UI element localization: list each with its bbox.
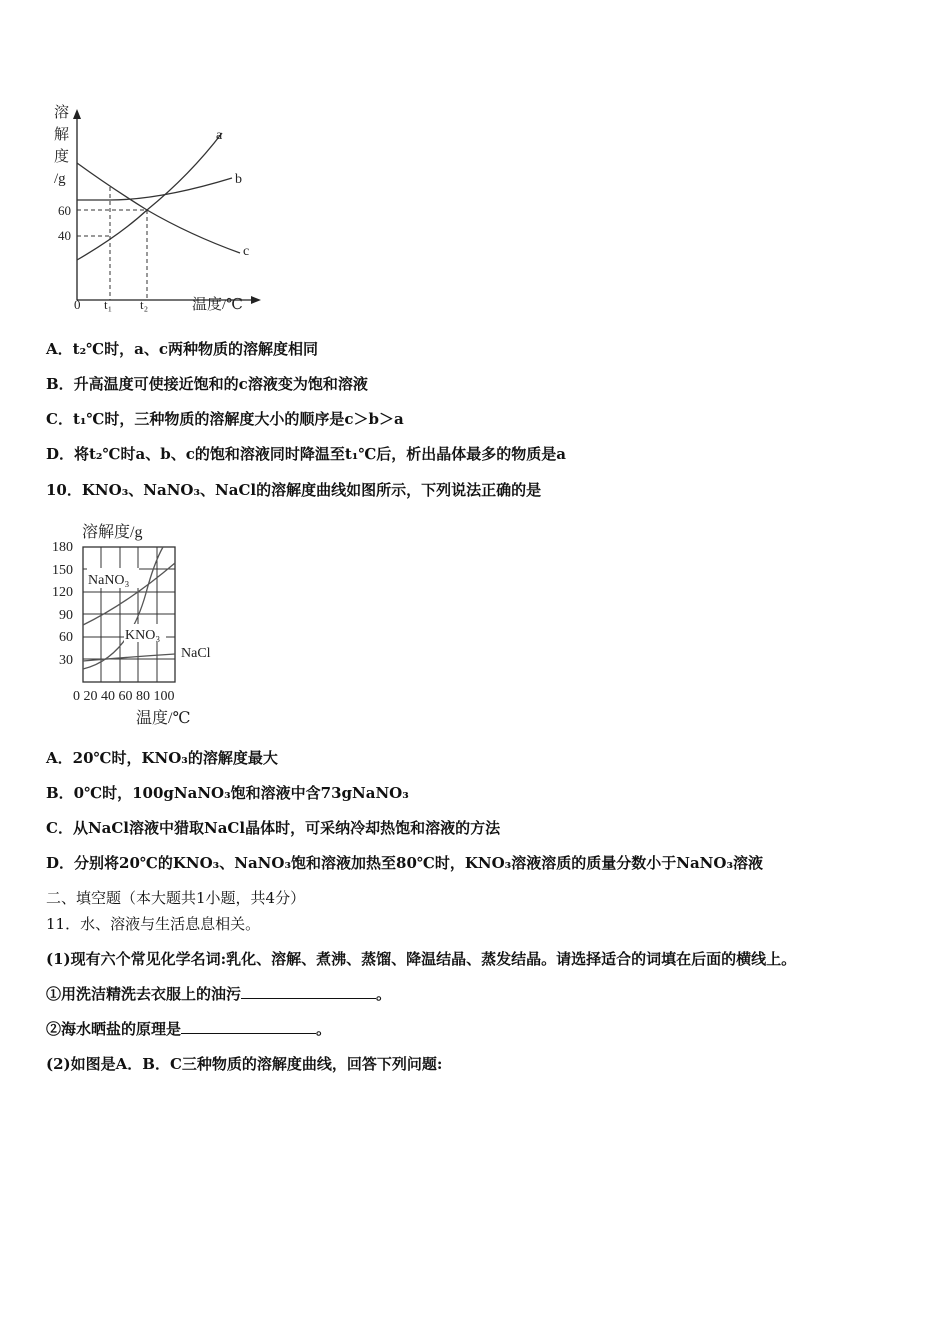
y-tick-label: 90 (59, 608, 73, 623)
x-axis-arrow (251, 296, 261, 304)
y-axis-arrow (73, 109, 81, 119)
q10-option-a: A．20℃时，KNO₃的溶解度最大 (46, 749, 278, 767)
y-tick-label: 60 (59, 630, 73, 645)
y-label-char: 解 (54, 127, 70, 143)
y-tick-label: 40 (58, 228, 71, 243)
q9-option-b: B．升高温度可使接近饱和的c溶液变为饱和溶液 (46, 375, 368, 393)
curve-label-a: a (216, 128, 223, 143)
period: 。 (316, 1020, 332, 1038)
y-tick-label: 120 (52, 585, 73, 600)
curve-label-nacl: NaCl (181, 646, 211, 661)
curve-label-kno3: KNO₃ (125, 628, 161, 643)
y-label-char: 溶 (54, 105, 70, 121)
q10-option-b: B．0℃时，100gNaNO₃饱和溶液中含73gNaNO₃ (46, 784, 409, 802)
period: 。 (376, 985, 392, 1003)
q10-option-c: C．从NaCl溶液中猎取NaCl晶体时，可采纳冷却热饱和溶液的方法 (46, 819, 501, 837)
curve-label-b: b (235, 172, 242, 187)
y-axis-label: 溶解度/g (82, 524, 143, 541)
x-tick-label: t₂ (140, 297, 149, 312)
x-axis-label: 温度/℃ (136, 710, 191, 727)
curve-kno3 (83, 547, 163, 669)
curve-label-nano3: NaNO₃ (88, 573, 130, 588)
q11-item2 (46, 1018, 331, 1039)
y-label-char: /g (54, 171, 66, 187)
x-tick-label: t₁ (104, 297, 113, 312)
q11-item1 (46, 983, 391, 1004)
solubility-chart-abc (40, 95, 270, 320)
curve-label-c: c (243, 244, 250, 259)
curve-nacl (83, 654, 175, 661)
answer-blank-2[interactable] (181, 1019, 316, 1034)
q11-item1-text: ①用洗洁精洗去衣服上的油污 (46, 985, 242, 1003)
y-label-char: 度 (54, 149, 70, 165)
x-tick-label: 0 (74, 297, 81, 312)
solubility-chart-salts (48, 518, 248, 733)
q10-option-d: D．分别将20℃的KNO₃、NaNO₃饱和溶液加热至80℃时，KNO₃溶液溶质的质量分数小于NaNO₃溶液 (46, 854, 764, 872)
grid (83, 547, 175, 682)
q11-part1: (1)现有六个常见化学名词:乳化、溶解、煮沸、蒸馏、降温结晶、蒸发结晶。请选择适合的词填在后面的横线上。 (46, 950, 797, 968)
q9-option-d: D．将t₂℃时a、b、c的饱和溶液同时降温至t₁℃后，析出晶体最多的物质是a (46, 445, 567, 463)
curve-c (77, 163, 240, 253)
section-title: 二、填空题（本大题共1小题，共4分） (46, 889, 306, 907)
y-tick-label: 150 (52, 563, 73, 578)
y-tick-label: 180 (52, 540, 73, 555)
q9-option-c: C．t₁℃时，三种物质的溶解度大小的顺序是c＞b＞a (46, 410, 404, 428)
q10-stem: 10．KNO₃、NaNO₃、NaCl的溶解度曲线如图所示，下列说法正确的是 (46, 481, 542, 499)
q9-option-a: A．t₂℃时，a、c两种物质的溶解度相同 (46, 340, 318, 358)
q11-stem: 11．水、溶液与生活息息相关。 (46, 915, 261, 933)
y-tick-label: 30 (59, 653, 73, 668)
y-tick-label: 60 (58, 203, 71, 218)
q11-item2-text: ②海水晒盐的原理是 (46, 1020, 182, 1038)
answer-blank-1[interactable] (241, 984, 376, 999)
q11-part2: (2)如图是A．B．C三种物质的溶解度曲线，回答下列问题: (46, 1055, 443, 1073)
x-axis-label: 温度/℃ (192, 297, 243, 313)
curve-b (77, 178, 232, 200)
x-tick-labels: 0 20 40 60 80 100 (73, 689, 175, 704)
